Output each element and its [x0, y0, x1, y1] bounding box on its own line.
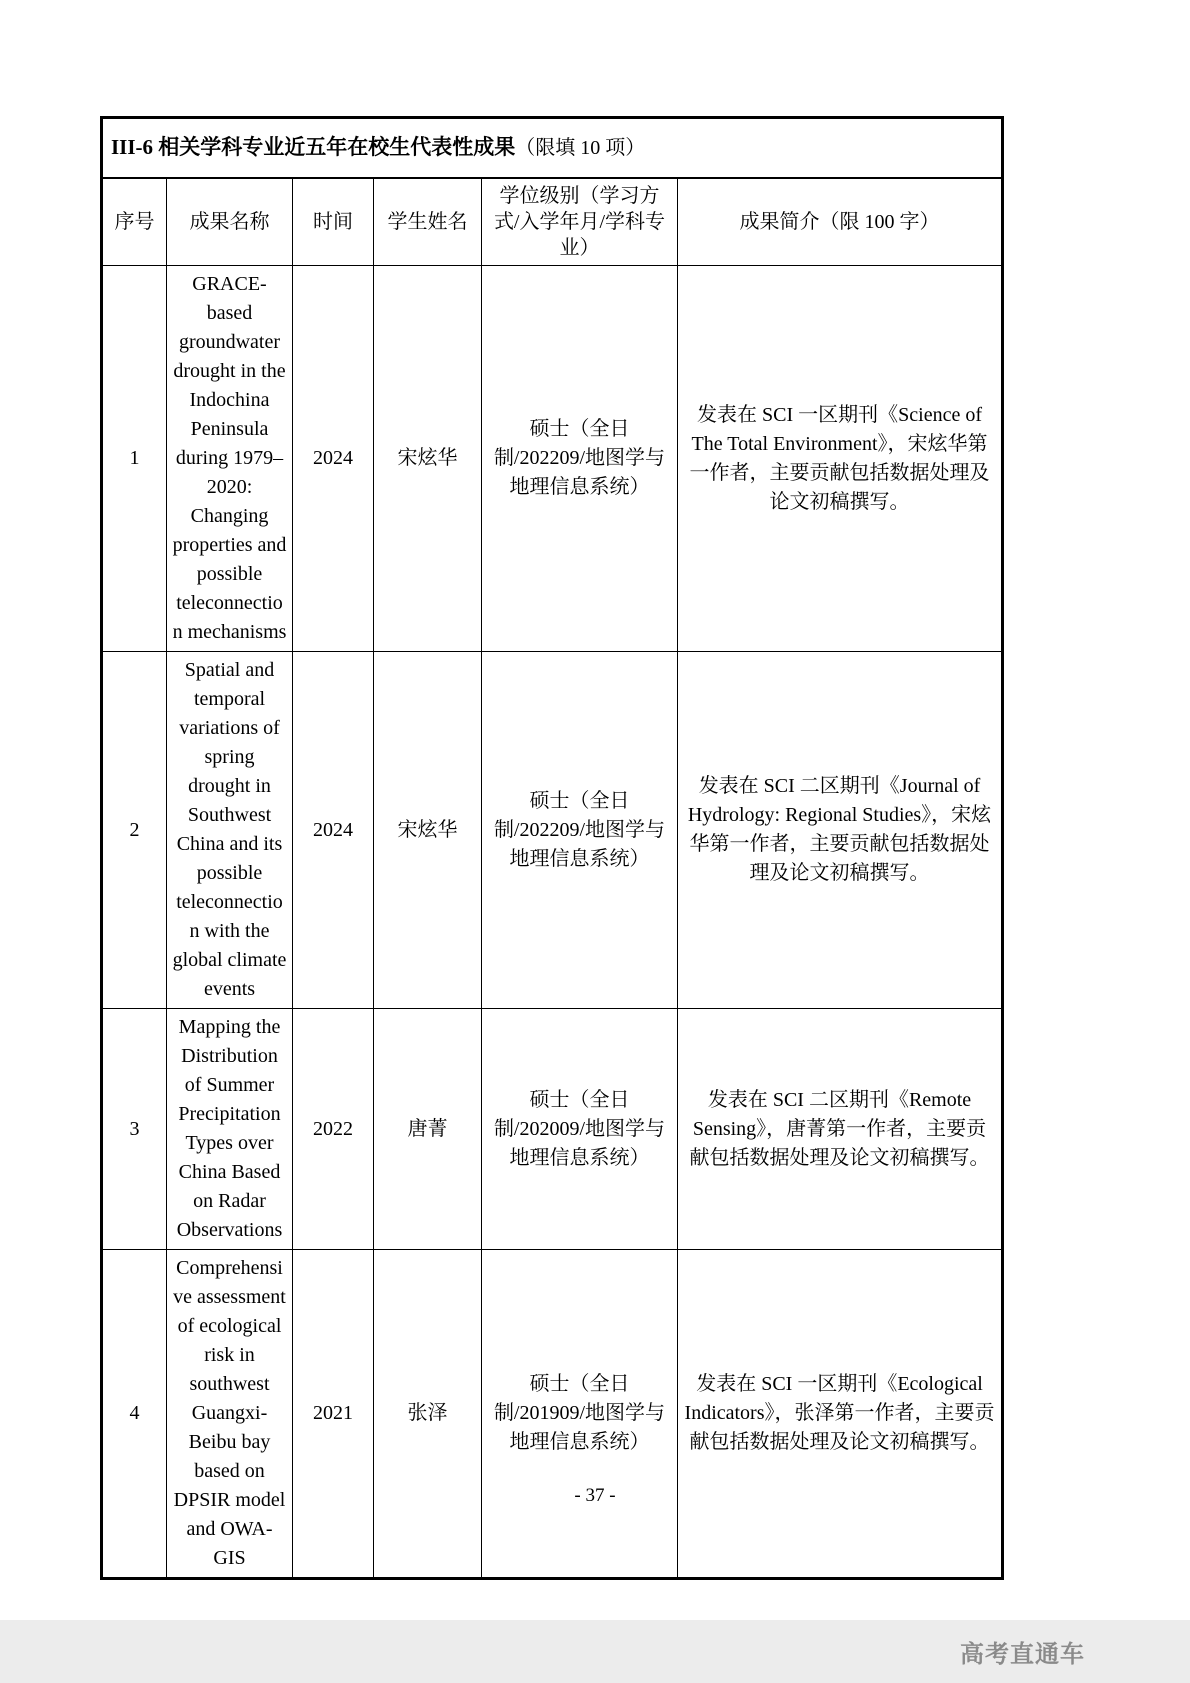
table-title-row	[102, 118, 1003, 179]
achievements-table	[100, 116, 1004, 1580]
footer-bar	[0, 1620, 1190, 1683]
cell-achievement-name: GRACE-based groundwater drought in the Indochina Peninsula during 1979–2020: Changing properties and possible teleconnection mechanisms	[167, 266, 293, 652]
table-row	[102, 1009, 1003, 1250]
cell-degree: 硕士（全日制/202209/地图学与地理信息系统）	[482, 652, 678, 1009]
table-row	[102, 266, 1003, 652]
cell-intro: 发表在 SCI 一区期刊《Science of The Total Environment》，宋炫华第一作者，主要贡献包括数据处理及论文初稿撰写。	[678, 266, 1003, 652]
cell-student-name: 宋炫华	[374, 266, 482, 652]
col-header-intro: 成果简介（限 100 字）	[678, 178, 1003, 266]
cell-achievement-name: Comprehensive assessment of ecological risk in southwest Guangxi-Beibu bay based on DPSIR model and OWA-GIS	[167, 1250, 293, 1579]
col-header-student-name: 学生姓名	[374, 178, 482, 266]
cell-student-name: 宋炫华	[374, 652, 482, 1009]
cell-student-name: 张泽	[374, 1250, 482, 1579]
cell-achievement-name: Mapping the Distribution of Summer Precipitation Types over China Based on Radar Observations	[167, 1009, 293, 1250]
col-header-serial: 序号	[102, 178, 167, 266]
col-header-degree: 学位级别（学习方式/入学年月/学科专业）	[482, 178, 678, 266]
page-number: - 37 -	[574, 1485, 616, 1506]
cell-serial: 3	[102, 1009, 167, 1250]
table-title-text: III-6 相关学科专业近五年在校生代表性成果	[111, 135, 516, 159]
table-row	[102, 1250, 1003, 1579]
cell-year: 2024	[293, 266, 374, 652]
cell-degree: 硕士（全日制/202209/地图学与地理信息系统）	[482, 266, 678, 652]
cell-achievement-name: Spatial and temporal variations of spring drought in Southwest China and its possible teleconnection with the global climate events	[167, 652, 293, 1009]
table-title-limit: （限填 10 项）	[515, 137, 646, 159]
col-header-achievement-name: 成果名称	[167, 178, 293, 266]
cell-serial: 4	[102, 1250, 167, 1579]
cell-degree: 硕士（全日制/202009/地图学与地理信息系统）	[482, 1009, 678, 1250]
table-header-row	[102, 178, 1003, 266]
watermark: 高考直通车	[960, 1641, 1085, 1668]
cell-year: 2021	[293, 1250, 374, 1579]
cell-student-name: 唐菁	[374, 1009, 482, 1250]
cell-year: 2022	[293, 1009, 374, 1250]
table-row	[102, 652, 1003, 1009]
cell-degree: 硕士（全日制/201909/地图学与地理信息系统）	[482, 1250, 678, 1579]
table-title	[102, 118, 1003, 179]
cell-serial: 1	[102, 266, 167, 652]
col-header-time: 时间	[293, 178, 374, 266]
cell-serial: 2	[102, 652, 167, 1009]
cell-intro: 发表在 SCI 一区期刊《Ecological Indicators》，张泽第一作者，主要贡献包括数据处理及论文初稿撰写。	[678, 1250, 1003, 1579]
cell-intro: 发表在 SCI 二区期刊《Remote Sensing》，唐菁第一作者，主要贡献包括数据处理及论文初稿撰写。	[678, 1009, 1003, 1250]
cell-intro: 发表在 SCI 二区期刊《Journal of Hydrology: Regional Studies》，宋炫华第一作者，主要贡献包括数据处理及论文初稿撰写。	[678, 652, 1003, 1009]
cell-year: 2024	[293, 652, 374, 1009]
